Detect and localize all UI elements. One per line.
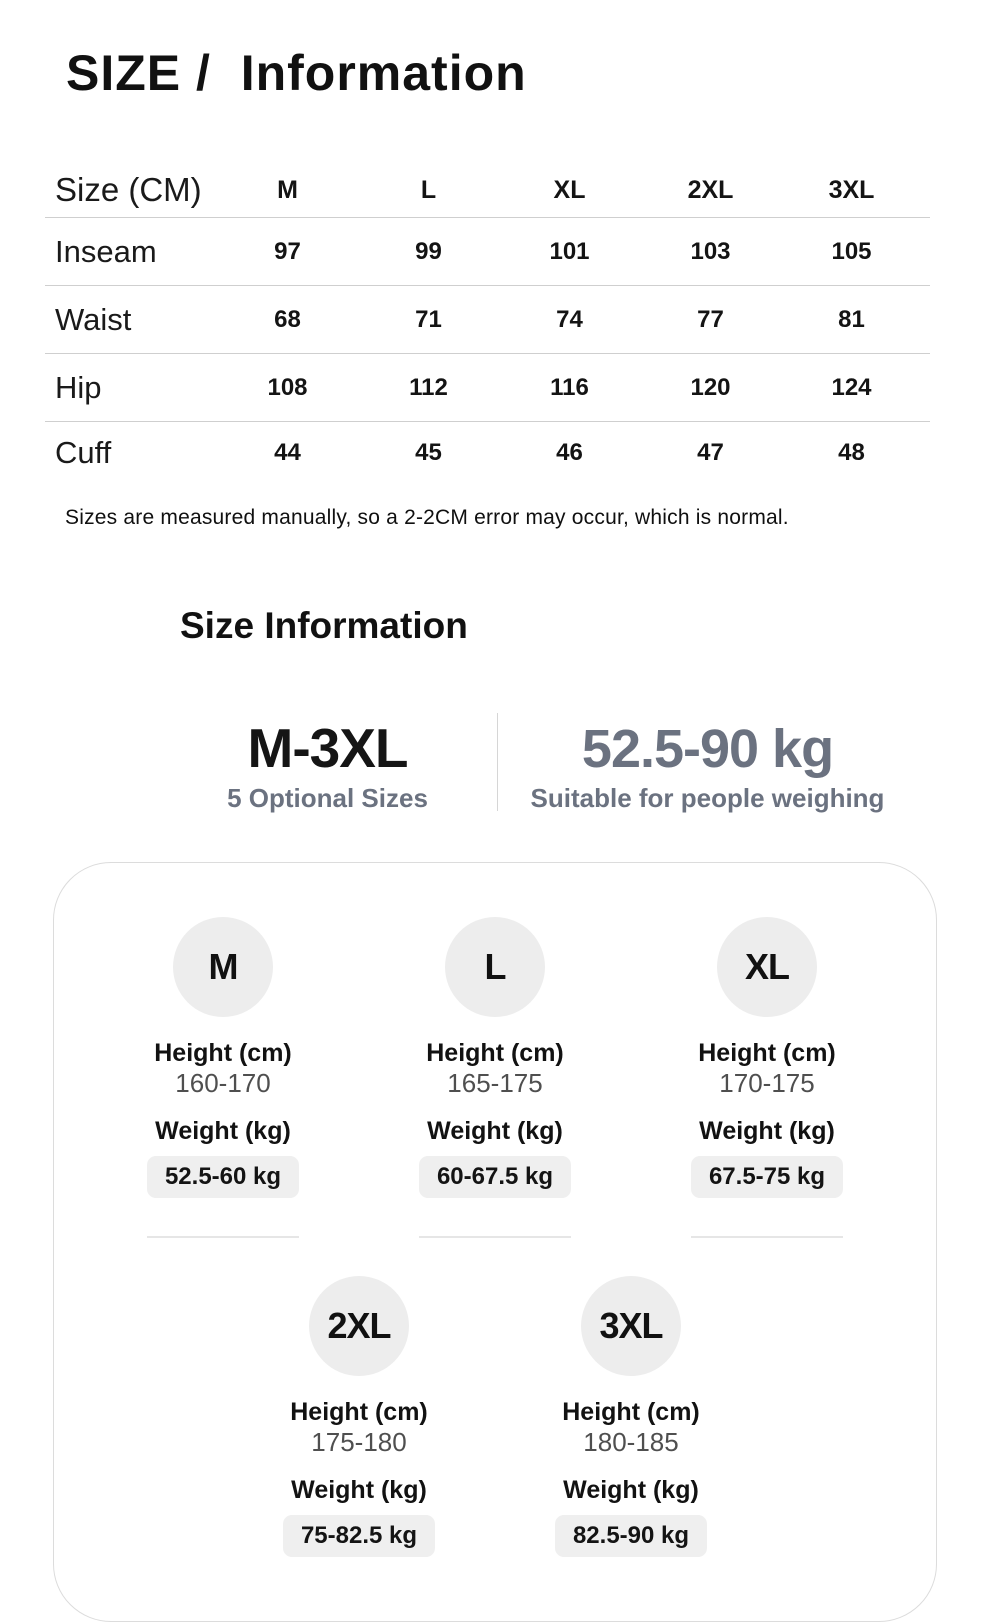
size-badge-m: M — [173, 917, 273, 1017]
weight-range-badge: 52.5-60 kg — [147, 1156, 299, 1198]
weight-range-value: 52.5-90 kg — [581, 719, 834, 779]
table-cell: 103 — [690, 237, 731, 265]
size-table-header-row — [45, 163, 930, 218]
size-col-3xl — [495, 1276, 767, 1557]
size-col-l — [359, 917, 631, 1198]
table-cell: 48 — [838, 439, 865, 466]
weight-range-badge: 67.5-75 kg — [691, 1156, 843, 1198]
height-label: Height (cm) — [154, 1039, 292, 1067]
measurement-note: Sizes are measured manually, so a 2-2CM error may occur, which is normal. — [65, 506, 789, 529]
table-row-waist — [45, 286, 930, 354]
summary-divider — [497, 713, 498, 811]
weight-label: Weight (kg) — [155, 1117, 291, 1145]
table-row-inseam — [45, 218, 930, 286]
weight-label: Weight (kg) — [699, 1117, 835, 1145]
weight-range-badge: 60-67.5 kg — [419, 1156, 571, 1198]
table-cell: 81 — [838, 305, 865, 333]
table-cell: 108 — [267, 373, 308, 401]
row-label: Waist — [55, 301, 132, 337]
divider-line — [419, 1236, 571, 1238]
weight-label: Weight (kg) — [563, 1476, 699, 1504]
weight-label: Weight (kg) — [427, 1117, 563, 1145]
table-cell: 77 — [697, 305, 724, 333]
table-cell: 45 — [415, 439, 442, 466]
height-range: 165-175 — [447, 1068, 543, 1098]
size-card-row-2 — [54, 1276, 936, 1557]
page-title: SIZE / Information — [66, 45, 527, 101]
table-cell: 124 — [831, 373, 872, 401]
size-table-header-label: Size (CM) — [55, 171, 202, 208]
size-detail-card — [53, 862, 937, 1622]
size-col-xl — [631, 917, 903, 1198]
table-cell: 116 — [550, 373, 589, 401]
table-cell: 99 — [415, 237, 442, 265]
table-cell: 105 — [831, 237, 872, 265]
height-label: Height (cm) — [562, 1398, 700, 1426]
weight-range-badge: 82.5-90 kg — [555, 1515, 707, 1557]
size-badge-3xl: 3XL — [581, 1276, 681, 1376]
weight-range-badge: 75-82.5 kg — [283, 1515, 435, 1557]
row-label: Cuff — [55, 435, 112, 470]
size-card-row-1 — [54, 917, 936, 1198]
table-cell: 68 — [274, 305, 301, 333]
height-label: Height (cm) — [426, 1039, 564, 1067]
weight-label: Weight (kg) — [291, 1476, 427, 1504]
size-col-m — [87, 917, 359, 1198]
size-table-header-2xl: 2XL — [687, 175, 734, 204]
height-range: 175-180 — [311, 1427, 407, 1457]
weight-range-caption: Suitable for people weighing — [530, 783, 885, 813]
table-cell: 120 — [690, 373, 731, 401]
table-cell: 101 — [549, 237, 590, 265]
summary-weight-range — [505, 720, 910, 814]
summary-size-range — [115, 718, 540, 814]
table-row-cuff — [45, 422, 930, 484]
size-range-value: M-3XL — [247, 717, 408, 779]
table-cell: 74 — [556, 305, 583, 333]
size-badge-xl: XL — [717, 917, 817, 1017]
height-range: 160-170 — [175, 1068, 271, 1098]
table-cell: 112 — [409, 373, 448, 401]
table-cell: 71 — [415, 305, 442, 333]
height-range: 170-175 — [719, 1068, 815, 1098]
height-range: 180-185 — [583, 1427, 679, 1457]
size-col-2xl — [223, 1276, 495, 1557]
table-cell: 46 — [556, 439, 583, 466]
table-cell: 97 — [274, 237, 301, 265]
table-row-hip — [45, 354, 930, 422]
size-badge-l: L — [445, 917, 545, 1017]
size-table-header-3xl: 3XL — [828, 175, 875, 204]
card-row-divider — [54, 1236, 936, 1238]
size-table-header-xl: XL — [553, 175, 586, 204]
row-label: Hip — [55, 369, 102, 405]
table-cell: 47 — [697, 439, 724, 466]
size-range-caption: 5 Optional Sizes — [227, 783, 428, 813]
row-label: Inseam — [55, 233, 157, 269]
size-table-header-l: L — [420, 175, 437, 204]
size-table-header-m: M — [277, 175, 298, 204]
divider-line — [147, 1236, 299, 1238]
size-table — [45, 163, 930, 484]
height-label: Height (cm) — [290, 1398, 428, 1426]
height-label: Height (cm) — [698, 1039, 836, 1067]
table-cell: 44 — [274, 439, 301, 466]
divider-line — [691, 1236, 843, 1238]
size-badge-2xl: 2XL — [309, 1276, 409, 1376]
size-information-heading: Size Information — [180, 605, 468, 646]
